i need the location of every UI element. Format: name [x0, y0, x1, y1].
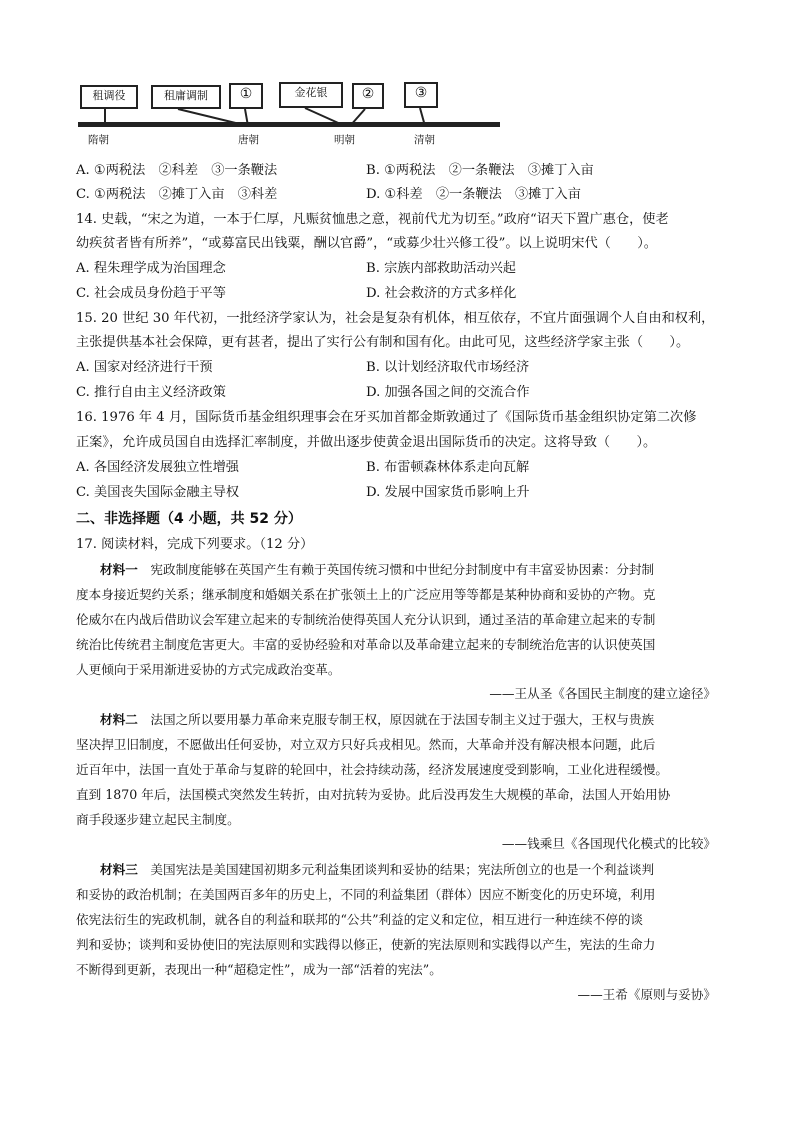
q13-option-c: C. ①两税法 ②摊丁入亩 ③科差 [76, 187, 278, 202]
material-1-line-4: 统治比传统君主制度危害更大。丰富的妥协经验和对革命以及革命建立起来的专制统治危害的认识使英国 [76, 637, 656, 652]
timeline-axis [78, 122, 500, 127]
q14-stem-line-1: 14. 史载，“宋之为道，一本于仁厚，凡赈贫恤患之意，视前代尤为切至。”政府“诏天下置广惠仓，使老 [76, 212, 669, 227]
material-3-label: 材料三 [100, 862, 138, 877]
material-2-line-3: 近百年中，法国一直处于革命与复辟的轮回中，社会持续动荡，经济发展速度受到影响，工业化进程缓慢。 [76, 762, 668, 777]
q15-option-c: C. 推行自由主义经济政策 [76, 385, 226, 400]
material-1-line-1 [100, 560, 654, 580]
q16-stem-line-2: 正案》，允许成员国自由选择汇率制度，并做出逐步使黄金退出国际货币的决定。这将导致（ ）。 [76, 435, 657, 450]
material-3-source: ——王希《原则与妥协》 [577, 987, 716, 1002]
q15-stem-line-1: 15. 20 世纪 30 年代初，一批经济学家认为，社会是复杂有机体，相互依存，不宜片面强调个人自由和权利， [76, 311, 715, 326]
material-1-line-5: 人更倾向于采用渐进妥协的方式完成政治变革。 [76, 662, 341, 677]
q15-stem-line-2: 主张提供基本社会保障，更有甚者，提出了实行公有制和国有化。由此可见，这些经济学家主张（ ）。 [76, 335, 690, 350]
timeline-box-jinhuayin: 金花银 [279, 82, 343, 108]
material-2-text-1: 法国之所以要用暴力革命来克服专制王权，原因就在于法国专制主义过于强大，王权与贵族 [137, 712, 655, 727]
section-2-heading: 二、非选择题（4 小题，共 52 分） [76, 511, 302, 527]
q15-option-d: D. 加强各国之间的交流合作 [366, 385, 530, 400]
q13-option-a: A. ①两税法 ②科差 ③一条鞭法 [76, 163, 278, 178]
q16-option-b: B. 布雷顿森林体系走向瓦解 [366, 460, 530, 475]
timeline-connectors [0, 0, 794, 160]
timeline-label-qing: 清朝 [414, 134, 435, 146]
timeline-box-zudiaoyi: 租调役 [80, 85, 138, 109]
q16-option-c: C. 美国丧失国际金融主导权 [76, 485, 240, 500]
timeline-label-ming: 明朝 [334, 134, 355, 146]
material-3-line-2: 和妥协的政治机制；在美国两百多年的历史上，不同的利益集团（群体）因应不断变化的历史环境，利用 [76, 887, 656, 902]
material-3-line-5: 不断得到更新，表现出一种“超稳定性”，成为一部“活着的宪法”。 [76, 962, 442, 977]
material-1-source: ——王从圣《各国民主制度的建立途径》 [489, 686, 716, 701]
q14-option-d: D. 社会救济的方式多样化 [366, 286, 517, 301]
q16-stem-line-1: 16. 1976 年 4 月，国际货币基金组织理事会在牙买加首都金斯敦通过了《国际货币基金组织协定第二次修 [76, 410, 697, 425]
q17-intro: 17. 阅读材料，完成下列要求。（12 分） [76, 537, 314, 552]
timeline-box-zuyongdiao: 租庸调制 [151, 85, 221, 109]
q15-option-a: A. 国家对经济进行干预 [76, 360, 213, 375]
material-2-source: ——钱乘旦《各国现代化模式的比较》 [501, 836, 716, 851]
timeline-box-blank-1: ① [229, 83, 263, 109]
timeline-label-sui: 隋朝 [88, 134, 109, 146]
q13-option-d: D. ①科差 ②一条鞭法 ③摊丁入亩 [366, 187, 581, 202]
timeline-label-tang: 唐朝 [238, 134, 259, 146]
material-3-line-3: 依宪法衍生的宪政机制，就各自的利益和联邦的“公共”利益的定义和定位，相互进行一种连续不停的谈 [76, 912, 644, 927]
q13-option-b: B. ①两税法 ②一条鞭法 ③摊丁入亩 [366, 163, 594, 178]
material-2-line-1 [100, 710, 654, 730]
q14-option-c: C. 社会成员身份趋于平等 [76, 286, 226, 301]
material-1-label: 材料一 [100, 562, 138, 577]
material-3-line-4: 判和妥协；谈判和妥协使旧的宪法原则和实践得以修正，使新的宪法原则和实践得以产生，宪法的生命力 [76, 937, 656, 952]
timeline-box-blank-2: ② [352, 83, 384, 109]
q15-option-b: B. 以计划经济取代市场经济 [366, 360, 530, 375]
material-2-line-5: 商手段逐步建立起民主制度。 [76, 812, 240, 827]
material-2-line-4: 直到 1870 年后，法国模式突然发生转折，由对抗转为妥协。此后没再发生大规模的革命，法国人开始用协 [76, 787, 671, 802]
material-1-line-3: 伦威尔在内战后借助议会军建立起来的专制统治使得英国人充分认识到，通过圣洁的革命建立起来的专制 [76, 612, 656, 627]
q16-option-d: D. 发展中国家货币影响上升 [366, 485, 530, 500]
timeline-box-blank-3: ③ [404, 82, 438, 108]
material-3-text-1: 美国宪法是美国建国初期多元利益集团谈判和妥协的结果；宪法所创立的也是一个利益谈判 [137, 862, 655, 877]
q16-option-a: A. 各国经济发展独立性增强 [76, 460, 239, 475]
material-3-line-1 [100, 860, 654, 880]
material-1-line-2: 度本身接近契约关系；继承制度和婚姻关系在扩张领土上的广泛应用等等都是某种协商和妥协的产物。克 [76, 587, 656, 602]
q14-option-a: A. 程朱理学成为治国理念 [76, 261, 226, 276]
q14-option-b: B. 宗族内部救助活动兴起 [366, 261, 516, 276]
material-2-label: 材料二 [100, 712, 138, 727]
q14-stem-line-2: 幼疾贫者皆有所养”，“或募富民出钱粟，酬以官爵”，“或募少壮兴修工役”。以上说明宋代（ ）。 [76, 236, 657, 251]
material-1-text-1: 宪政制度能够在英国产生有赖于英国传统习惯和中世纪分封制度中有丰富妥协因素：分封制 [137, 562, 655, 577]
material-2-line-2: 坚决捍卫旧制度，不愿做出任何妥协，对立双方只好兵戎相见。然而，大革命并没有解决根本问题，此后 [76, 737, 656, 752]
